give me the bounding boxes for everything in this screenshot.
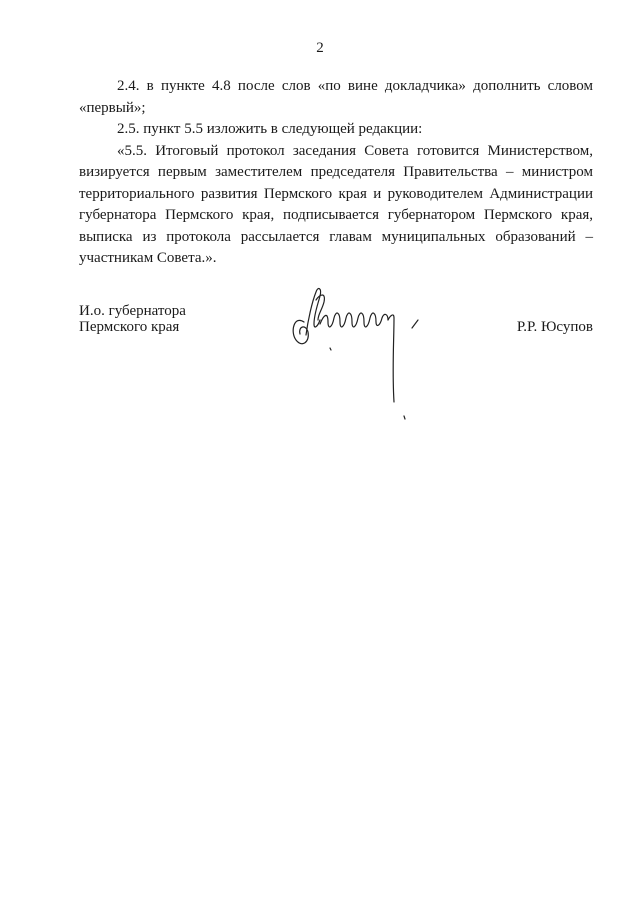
paragraph-2-5: 2.5. пункт 5.5 изложить в следующей редакции: [117,121,423,137]
signer-title-line2: Пермского края [79,319,180,335]
signer-name: Р.Р. Юсупов [516,319,593,335]
paragraph-2-4: 2.4. в пункте 4.8 после слов «по вине докладчика» дополнить словом «первый»; [79,78,593,116]
signer-title-line1: И.о. губернатора [79,303,186,319]
signature-block [79,300,593,440]
document-body [79,76,593,270]
handwritten-signature-icon [284,280,434,430]
signer-title [79,303,186,335]
paragraph-5-5-quote: «5.5. Итоговый протокол заседания Совета готовится Министерством, визируется первым заместителем председателя Правительства – министром территориального развития Пермского края и руководителем Администрации губернатора Пермского края, подписывается губернатором Пермского края, выписка из протокола рассылается главам муниципальных образований – участникам Совета.». [79,142,593,266]
page-number: 2 [316,40,324,56]
